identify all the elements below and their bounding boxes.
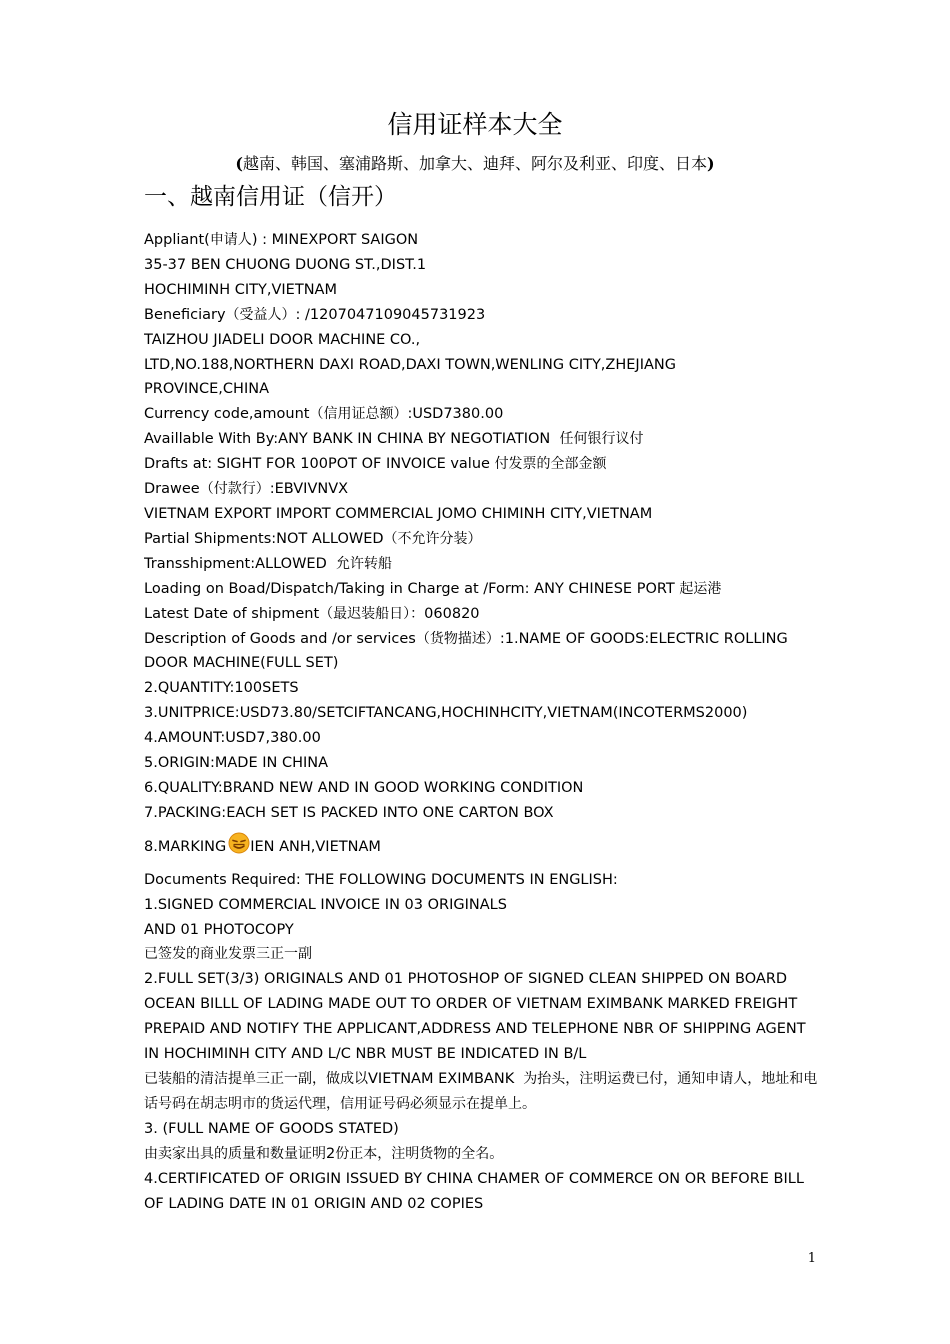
doc-2-cn xyxy=(144,1067,824,1117)
available-with-line xyxy=(144,427,824,452)
doc-1-photocopy: AND 01 PHOTOCOPY xyxy=(144,921,294,938)
drafts-text: Drafts at: SIGHT FOR 100POT OF INVOICE value xyxy=(144,456,495,473)
amount-label: Currency code,amount xyxy=(144,406,310,423)
beneficiary-label-cn: （受益人） xyxy=(225,306,296,323)
transshipment-text: Transshipment:ALLOWED xyxy=(144,555,336,572)
smiley-emoji-icon xyxy=(228,832,250,854)
document-subtitle xyxy=(0,152,950,176)
goods-description-value: :1.NAME OF GOODS:ELECTRIC ROLLING DOOR MACHINE(FULL SET) xyxy=(144,630,788,672)
doc-3-cn-count: 2 xyxy=(326,1145,336,1162)
doc-2-cn-b: 为抬头，注明运费已付，通知申请人，地址和电话号码在胡志明市的货运代理，信用证号码必须显示在提单上。 xyxy=(144,1071,818,1112)
beneficiary-address-1: LTD,NO.188,NORTHERN DAXI ROAD,DAXI TOWN,WENLING CITY,ZHEJIANG xyxy=(144,356,676,373)
goods-description-cn: （货物描述） xyxy=(415,630,500,647)
drafts-line xyxy=(144,452,824,477)
partial-shipments-cn: （不允许分装） xyxy=(383,530,482,547)
available-with-cn: 任何银行议付 xyxy=(559,431,644,448)
doc-1-invoice: 1.SIGNED COMMERCIAL INVOICE IN 03 ORIGINALS xyxy=(144,896,507,913)
partial-shipments-line xyxy=(144,527,824,552)
transshipment-line xyxy=(144,552,824,577)
subtitle-close-paren: ) xyxy=(707,154,715,173)
goods-origin: 5.ORIGIN:MADE IN CHINA xyxy=(144,755,329,772)
doc-2-bill-of-lading: 2.FULL SET(3/3) ORIGINALS AND 01 PHOTOSHOP OF SIGNED CLEAN SHIPPED ON BOARD OCEAN BILLL OF LADING MADE OUT TO ORDER OF VIETNAM EXIMBANK MARKED FREIGHT PREPAID AND NOTIFY THE APPLICANT,ADDRESS AND TELEPHONE NBR OF SHIPPING AGENT IN HOCHIMINH CITY AND L/C NBR MUST BE INDICATED IN B/L xyxy=(144,971,806,1063)
doc-3-cn xyxy=(144,1142,824,1167)
applicant-address-2: HOCHIMINH CITY,VIETNAM xyxy=(144,281,337,298)
partial-shipments-text: Partial Shipments:NOT ALLOWED xyxy=(144,530,384,547)
available-with-text: Availlable With By:ANY BANK IN CHINA BY NEGOTIATION xyxy=(144,431,560,448)
goods-description-line xyxy=(144,627,824,677)
beneficiary-name: TAIZHOU JIADELI DOOR MACHINE CO., xyxy=(144,331,421,348)
page-number: 1 xyxy=(807,1251,816,1266)
applicant-label: Appliant( xyxy=(144,232,210,248)
doc-3-cn-b: 份正本，注明货物的全名。 xyxy=(335,1145,504,1162)
latest-shipment-cn: （最迟装船日）： xyxy=(319,605,425,622)
doc-4-certificate-origin: 4.CERTIFICATED OF ORIGIN ISSUED BY CHINA CHAMER OF COMMERCE ON OR BEFORE BILL OF LADING DATE IN 01 ORIGIN AND 02 COPIES xyxy=(144,1170,804,1212)
goods-marking-line xyxy=(144,826,824,860)
goods-amount: 4.AMOUNT:USD7,380.00 xyxy=(144,730,321,747)
marking-label: 8.MARKING xyxy=(144,838,227,855)
beneficiary-line xyxy=(144,303,824,328)
marking-value: IEN ANH,VIETNAM xyxy=(250,838,381,855)
drawee-bank: VIETNAM EXPORT IMPORT COMMERCIAL JOMO CHIMINH CITY,VIETNAM xyxy=(144,505,653,522)
beneficiary-value: : /1207047109045731923 xyxy=(295,306,486,323)
applicant-label-cn: 申请人 xyxy=(209,232,252,248)
doc-1-cn: 已签发的商业发票三正一副 xyxy=(144,946,312,963)
goods-quality: 6.QUALITY:BRAND NEW AND IN GOOD WORKING CONDITION xyxy=(144,779,584,796)
beneficiary-label: Beneficiary xyxy=(144,306,226,323)
transshipment-cn: 允许转船 xyxy=(335,555,392,572)
subtitle-countries: 越南、韩国、塞浦路斯、加拿大、迪拜、阿尔及利亚、印度、日本 xyxy=(242,154,707,173)
latest-shipment-label: Latest Date of shipment xyxy=(144,605,320,622)
doc-3-cn-a: 由卖家出具的质量和数量证明 xyxy=(144,1145,326,1162)
amount-value: :USD7380.00 xyxy=(407,406,504,423)
applicant-line xyxy=(144,228,824,253)
loading-cn: 起运港 xyxy=(679,580,722,597)
amount-label-cn: （信用证总额） xyxy=(309,406,408,423)
doc-3-goods-stated: 3. (FULL NAME OF GOODS STATED) xyxy=(144,1120,399,1137)
applicant-value: ) : MINEXPORT SAIGON xyxy=(251,232,419,248)
document-title: 信用证样本大全 xyxy=(387,110,563,139)
drafts-cn: 付发票的全部金额 xyxy=(494,456,607,473)
goods-packing: 7.PACKING:EACH SET IS PACKED INTO ONE CARTON BOX xyxy=(144,804,554,821)
doc-2-cn-a: 已装船的清洁提单三正一副，做成以 xyxy=(144,1071,368,1087)
doc-2-cn-bank: VIETNAM EXIMBANK xyxy=(368,1071,519,1087)
drawee-value: :EBVIVNVX xyxy=(269,481,349,498)
goods-unit-price: 3.UNITPRICE:USD73.80/SETCIFTANCANG,HOCHINHCITY,VIETNAM(INCOTERMS2000) xyxy=(144,705,748,722)
section-heading: 一、越南信用证（信开） xyxy=(144,184,397,210)
amount-line xyxy=(144,402,824,427)
documents-required: Documents Required: THE FOLLOWING DOCUMENTS IN ENGLISH: xyxy=(144,871,618,888)
lc-body xyxy=(144,228,824,1216)
subtitle-open-paren: ( xyxy=(235,154,243,173)
beneficiary-address-2: PROVINCE,CHINA xyxy=(144,381,269,398)
drawee-line xyxy=(144,477,824,502)
latest-shipment-line xyxy=(144,602,824,627)
loading-text: Loading on Boad/Dispatch/Taking in Charge at /Form: ANY CHINESE PORT xyxy=(144,580,680,597)
goods-description-label: Description of Goods and /or services xyxy=(144,630,416,647)
goods-quantity: 2.QUANTITY:100SETS xyxy=(144,680,299,697)
latest-shipment-value: 060820 xyxy=(424,605,480,622)
applicant-address-1: 35-37 BEN CHUONG DUONG ST.,DIST.1 xyxy=(144,256,427,273)
loading-line xyxy=(144,577,824,602)
drawee-label-cn: （付款行） xyxy=(199,481,270,498)
drawee-label: Drawee xyxy=(144,481,200,498)
